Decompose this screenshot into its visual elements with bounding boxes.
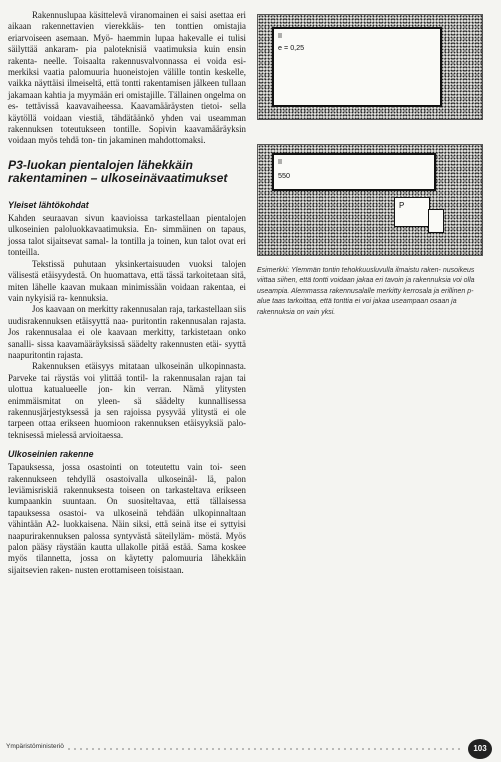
page-footer (6, 739, 496, 761)
footer-dotted-rule (66, 748, 461, 750)
paragraph: Jos kaavaan on merkitty rakennusalan raja, tarkastellaan siis uudisrakennuksen etäisyyttä naa- puritontin rakennusalan rajasta. Jos rakennusalaa ei ole kaavaan merkitty, tarkistetaan onko sanalli- sissa kaavamääräyksissä säädelty rakennusten etäi- syyttä naapuritontin rajasta. (8, 304, 246, 360)
intro-paragraph: Rakennuslupaa käsittelevä viranomainen ei saisi asettaa eri aikaan rakennettavien vierekkäis- ten tonttien omistajia eriarvoiseen asemaan. Myö- haemmin lupaa hakevalle ei tulisi säilyttää ankaram- pia paloteknisiä vaatimuksia kuin ensin rakenta- neelle. Toisaalta rakennusvalvonnassa ei voida esi- merkiksi vaatia palomuuria huoneistojen välille tontin keskelle, vaikka näyttäisi ilmeiseltä, että tontti rakentamisen jälkeen tullaan jakamaan kahtia ja myymään eri omistajille. Tällainen ongelma on es- tettävissä kaavavaiheessa. Kaavamääräysten tietoi- sella käytöllä voidaan viestiä, tähdätäänkö yhden vai useamman rakennuksen toteutukseen tontille. Sopivin kaavamääräyksin voidaan myös tehdä ton- tin jakaminen mahdottomaksi. (8, 10, 246, 146)
plot-diagram-efficiency (257, 14, 483, 120)
figure-caption: Esimerkki: Ylemmän tontin tehokkuusluvulla ilmaistu raken- nusoikeus viittaa siihen, että tontti voidaan jakaa eri tavoin ja rakennuksia voi olla useampia. Alemmassa rakennusalalle merkitty kerrosala ja erillinen p-alue taas tarkoittaa, että tonttia ei voi jakaa useampaan osaan ja rakennuksia on vain yksi. (257, 267, 475, 316)
building-area-rect (272, 153, 436, 191)
paragraph: Rakennuksen etäisyys mitataan ulkoseinän ulkopinnasta. Parveke tai räystäs voi ylittää tontil- la rakennusalan rajan tai ulottua katualueelle jon- kin verran. Nämä ylitysten enimmäismitat on yleen- sä säädelty kunnallisessa rakennusjärjestyksessä ja sen rajoissa pysyvää ylitystä ei ole tarpeen ottaa erikseen huomioon rakennuksen etäisyyksiä palo- teknisessä mielessä arvioitaessa. (8, 361, 246, 440)
p-area-label: P (399, 201, 405, 210)
paragraph: Tekstissä puhutaan yksinkertaisuuden vuoksi talojen välisestä etäisyydestä. On huomattava, että tässä tarkoitetaan sitä, miten lähelle kaavan mukaan minimissään voidaan rakentaa, ei vain nykyisiä ra- kennuksia. (8, 258, 246, 303)
efficiency-label: e = 0,25 (278, 43, 305, 52)
subheading-yleiset-lahtokohdat: Yleiset lähtökohdat (8, 200, 89, 211)
publisher-name: Ympäristöministeriö (6, 743, 64, 750)
left-column (8, 10, 246, 576)
section-heading: P3-luokan pientalojen lähekkäin rakentaminen – ulkoseinävaatimukset (8, 157, 228, 186)
p-area-notch (428, 209, 444, 233)
floor-area-label: 550 (278, 171, 290, 180)
building-area-rect (272, 27, 442, 107)
subheading-ulkoseinien-rakenne: Ulkoseinien rakenne (8, 449, 94, 460)
right-column (255, 14, 495, 318)
floor-count-label: II (278, 157, 282, 166)
plot-diagram-floor-area (257, 144, 483, 256)
page-number: 103 (468, 739, 492, 759)
paragraph: Tapauksessa, jossa osastointi on toteutettu vain toi- seen rakennukseen tehdyllä osastoivalla ulkoseinäl- lä, palon leviämisriskiä rakennuksesta toiseen on tarkasteltava erikseen kumpaankin suuntaan. On suositeltavaa, että tällaisessa tapauksessa osastoi- va ulkoseinä tehdään ulkopinnaltaan vähintään A2- luokkaisena. Näin siksi, että seinä itse ei syttyisi naapurirakennuksen palossa syntyvästä säteilyläm- möstä. Myös palon pääsy räystään kautta ullakolle pitää estää. Sama koskee myös tilannetta, jossa on käytetty palomuuria lähekkäin sijaitsevien raken- nusten erottamiseen toisistaan. (8, 462, 246, 575)
paragraph: Kahden seuraavan sivun kaavioissa tarkastellaan pientalojen ulkoseinien paloluokkavaatimuksia. En- simmäinen on tapaus, jossa talot sijaitsevat samal- la tontilla ja toinen, kun talot ovat eri tonteilla. (8, 213, 246, 258)
floor-count-label: II (278, 31, 282, 40)
